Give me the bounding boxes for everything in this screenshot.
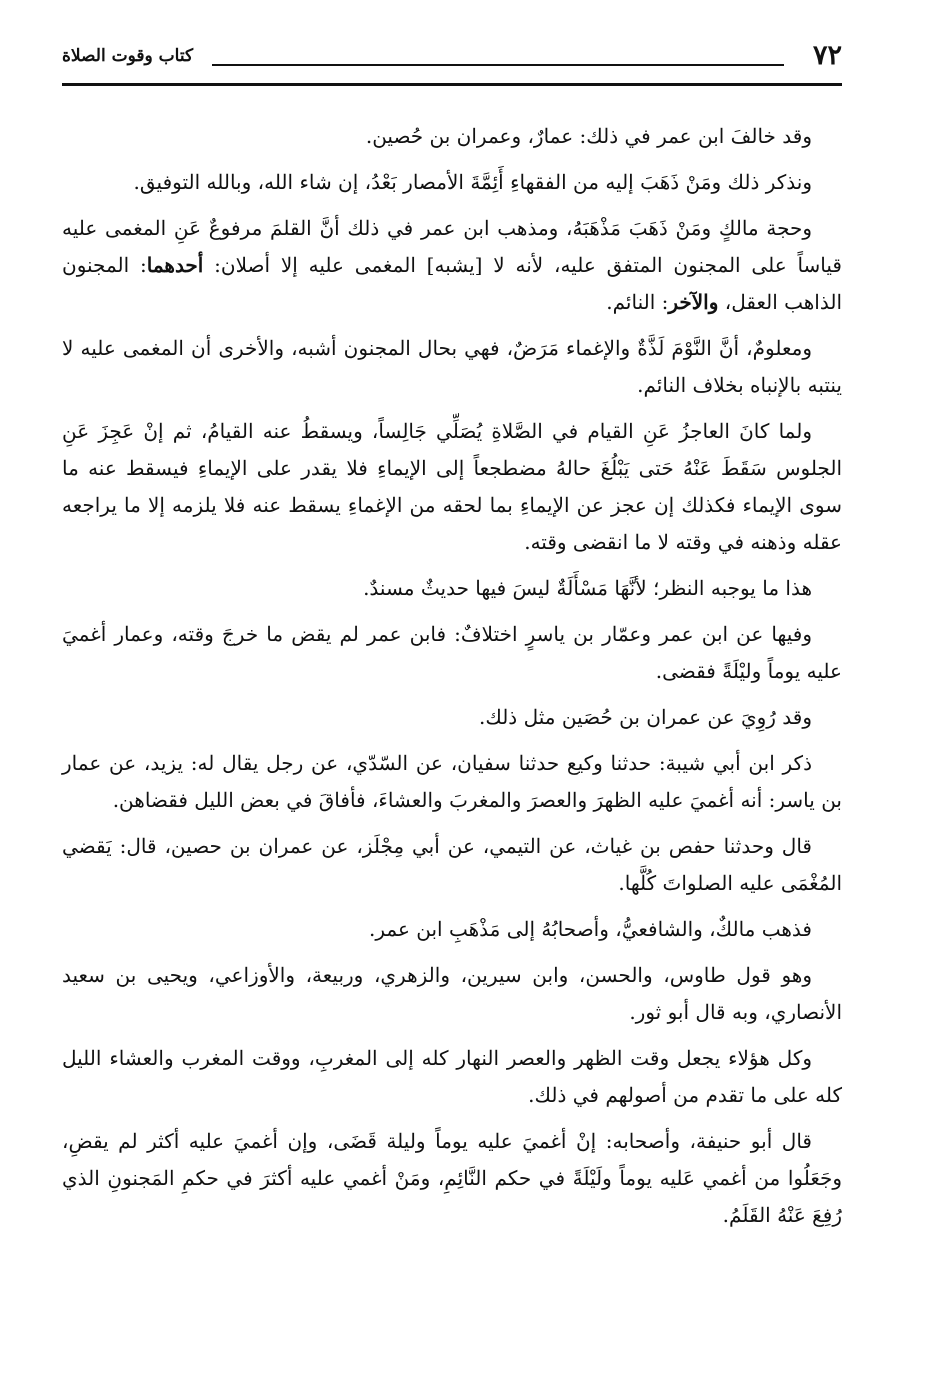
paragraph: قال أبو حنيفة، وأصحابه: إنْ أغميَ عليه يوماً وليلة قَضَى، وإن أغميَ عليه أكثر لم يقضِ، وجَعَلُوا من أغمي عَليه يوماً ولَيْلَةً في حكم النَّائِمِ، ومَنْ أغمي عليه أكثرَ في حكمِ المَجنونِ الذي رُفِعَ عَنْهُ القَلَمُ. xyxy=(62,1129,842,1227)
bold-term-first: أحدهما xyxy=(146,253,204,277)
bold-term-second: والآخر xyxy=(668,290,719,314)
paragraph: وفيها عن ابن عمر وعمّار بن ياسرٍ اختلافٌ: فابن عمر لم يقض ما خرجَ وقته، وعمار أغميَ عليه يوماً وليْلَةً فقضى. xyxy=(62,622,842,683)
paragraph: قال وحدثنا حفص بن غياث، عن التيمي، عن أبي مِجْلَز، عن عمران بن حصين، قال: يَقضي المُغْمَى عليه الصلواتَ كُلَّها. xyxy=(62,834,842,895)
paragraph-text: وحجة مالكٍ ومَنْ ذَهَبَ مَذْهَبَهُ، ومذهب ابن عمر في ذلك أنَّ القلمَ مرفوعٌ عَنِ المغمى عليه قياساً على المجنون المتفق عليه، لأنه لا [يشبه] المغمى عليه إلا أصلان: xyxy=(62,216,842,277)
paragraph: ذكر ابن أبي شيبة: حدثنا وكيع حدثنا سفيان، عن السّدّي، عن رجل يقال له: يزيد، عن عمار بن ياسر: أنه أغميَ عليه الظهرَ والعصرَ والمغربَ والعشاءَ، فأفاقَ في بعض الليل فقضاهن. xyxy=(62,751,842,812)
paragraph: ولما كانَ العاجزُ عَنِ القيام في الصَّلاةِ يُصَلِّي جَالِساً، ويسقطُ عنه القيامُ، ثم إنْ عَجِزَ عَنِ الجلوس سَقَطَ عَنْهُ حَتى يَبْلُغَ حالهُ مضطجعاً إلى الإيماءِ فلا يقدر على الإيماءِ فيسقط عنه ما سوى الإيماء فكذلك إن عجز عن الإيماءِ بما لحقه من الإغماءِ يسقط عنه فلا يلزمه إلا ما يراجعه عقله وذهنه في وقته لا ما انقضى وقته. xyxy=(62,419,842,554)
paragraph: وقد رُوِيَ عن عمران بن حُصَين مثل ذلك. xyxy=(479,705,812,729)
main-text xyxy=(62,118,842,1243)
header-dash-line xyxy=(212,64,784,66)
page-number: ٧٢ xyxy=(812,40,842,71)
paragraph: وهو قول طاوس، والحسن، وابن سيرين، والزهري، وربيعة، والأوزاعي، ويحيى بن سعيد الأنصاري، وبه قال أبو ثور. xyxy=(62,963,842,1024)
paragraph: ونذكر ذلك ومَنْ ذَهَبَ إليه من الفقهاءِ أَئِمَّةَ الأمصار بَعْدُ، إن شاء الله، وبالله التوفيق. xyxy=(133,170,812,194)
page-header xyxy=(62,38,842,82)
paragraph: ومعلومٌ، أنَّ النَّوْمَ لَذَّةٌ والإغماء مَرَضٌ، فهي بحال المجنون أشبه، والأخرى أن المغمى عليه لا ينتبه بالإنباه بخلاف النائم. xyxy=(62,336,842,397)
running-title: كتاب وقوت الصلاة xyxy=(62,46,194,66)
paragraph: وكل هؤلاء يجعل وقت الظهر والعصر النهار كله إلى المغربِ، ووقت المغرب والعشاء الليل كله على ما تقدم من أصولهم في ذلك. xyxy=(62,1046,842,1107)
paragraph-text: : النائم. xyxy=(606,290,669,314)
paragraph xyxy=(62,210,842,321)
paragraph: فذهب مالكٌ، والشافعيُّ، وأصحابُهُ إلى مَذْهَبِ ابن عمر. xyxy=(369,917,812,941)
paragraph: وقد خالفَ ابن عمر في ذلك: عمارٌ، وعمران بن حُصين. xyxy=(365,124,812,148)
paragraph-text: : المجنون الذاهب العقل، xyxy=(62,253,842,314)
header-rule xyxy=(62,83,842,86)
paragraph: هذا ما يوجبه النظر؛ لأنَّهَا مَسْأَلَةٌ ليسَ فيها حديثٌ مسندٌ. xyxy=(363,576,812,600)
